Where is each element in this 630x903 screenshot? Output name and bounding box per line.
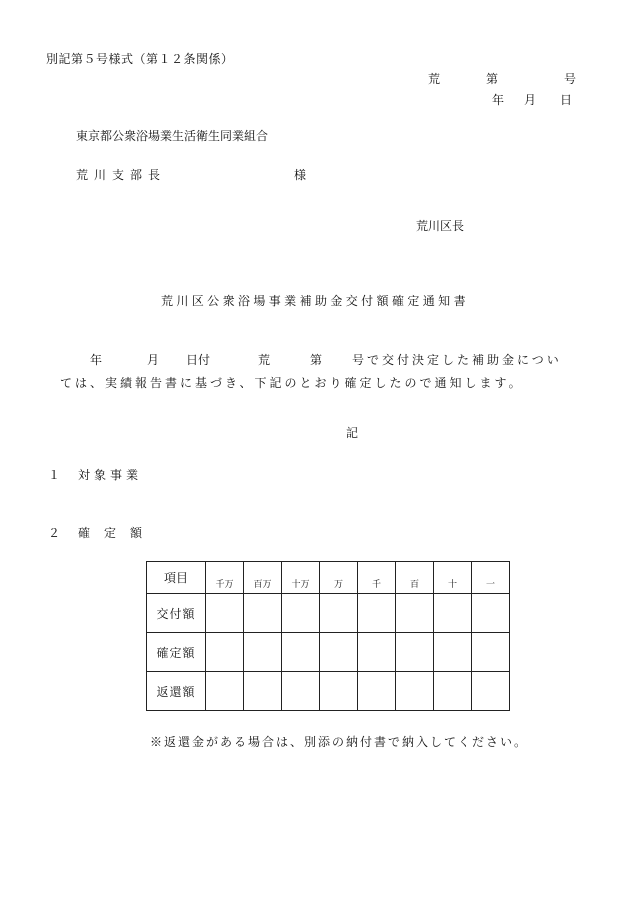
- doc-number-go: 号: [564, 72, 577, 86]
- table-header-row: [147, 562, 510, 594]
- amount-cell: [358, 594, 396, 633]
- amount-cell: [434, 594, 472, 633]
- amount-cell: [320, 633, 358, 672]
- row-label-grant-amount: 交付額: [147, 594, 206, 633]
- amount-cell: [244, 594, 282, 633]
- amount-cell: [206, 672, 244, 711]
- amount-cell: [282, 633, 320, 672]
- document-number-line: [428, 70, 578, 86]
- table-corner-label: 項目: [147, 562, 206, 594]
- row-label-refund-amount: 返還額: [147, 672, 206, 711]
- document-title: 荒川区公衆浴場事業補助金交付額確定通知書: [160, 294, 469, 308]
- table-row: [147, 633, 510, 672]
- body-month: 月: [147, 353, 160, 367]
- amount-cell: [358, 633, 396, 672]
- recipient-title: 荒川支部長: [76, 168, 167, 182]
- amount-cell: [396, 672, 434, 711]
- refund-note: ※返還金がある場合は、別添の納付書で納入してください。: [150, 735, 529, 749]
- amount-cell: [472, 633, 510, 672]
- unit-header: 十: [434, 562, 472, 594]
- amount-cell: [434, 633, 472, 672]
- unit-header: 千: [358, 562, 396, 594]
- body-date: 日付: [186, 353, 211, 367]
- amount-cell: [434, 672, 472, 711]
- body-line-1: [90, 351, 580, 367]
- section-confirmed-amount: [48, 524, 248, 540]
- section-number: ２: [48, 526, 61, 540]
- unit-header: 十万: [282, 562, 320, 594]
- doc-number-prefix: 荒: [428, 72, 441, 86]
- amount-cell: [320, 672, 358, 711]
- amount-cell: [472, 672, 510, 711]
- date-month: 月: [524, 93, 537, 107]
- unit-header: 一: [472, 562, 510, 594]
- section-label: 対象事業: [78, 468, 143, 482]
- amount-cell: [206, 594, 244, 633]
- body-dai: 第: [310, 353, 323, 367]
- sender-name: 荒川区長: [416, 219, 465, 233]
- form-number: 別記第５号様式（第１２条関係）: [46, 52, 234, 66]
- section-target-project: [48, 466, 248, 482]
- recipient-organization: 東京都公衆浴場業生活衛生同業組合: [76, 129, 269, 143]
- ki-heading: 記: [346, 426, 359, 440]
- doc-number-dai: 第: [486, 72, 499, 86]
- amount-cell: [282, 594, 320, 633]
- amount-cell: [282, 672, 320, 711]
- date-year: 年: [492, 93, 505, 107]
- amount-cell: [244, 672, 282, 711]
- unit-header: 万: [320, 562, 358, 594]
- unit-header: 百: [396, 562, 434, 594]
- amount-cell: [396, 594, 434, 633]
- amount-cell: [320, 594, 358, 633]
- recipient-honorific: 様: [294, 168, 307, 182]
- amount-cell: [472, 594, 510, 633]
- section-number: １: [48, 468, 61, 482]
- row-label-confirmed-amount: 確定額: [147, 633, 206, 672]
- body-year: 年: [90, 353, 103, 367]
- amount-table: [146, 561, 510, 711]
- unit-header: 千万: [206, 562, 244, 594]
- section-label: 確定額: [78, 526, 157, 540]
- date-day: 日: [560, 93, 573, 107]
- amount-cell: [244, 633, 282, 672]
- amount-cell: [358, 672, 396, 711]
- table-row: [147, 594, 510, 633]
- body-line-2: ては、実績報告書に基づき、下記のとおり確定したので通知します。: [60, 376, 524, 390]
- unit-header: 百万: [244, 562, 282, 594]
- table-row: [147, 672, 510, 711]
- issue-date-line: [492, 91, 574, 107]
- amount-cell: [206, 633, 244, 672]
- body-line-1-rest: 号で交付決定した補助金につい: [352, 353, 562, 367]
- amount-cell: [396, 633, 434, 672]
- body-ara: 荒: [258, 353, 271, 367]
